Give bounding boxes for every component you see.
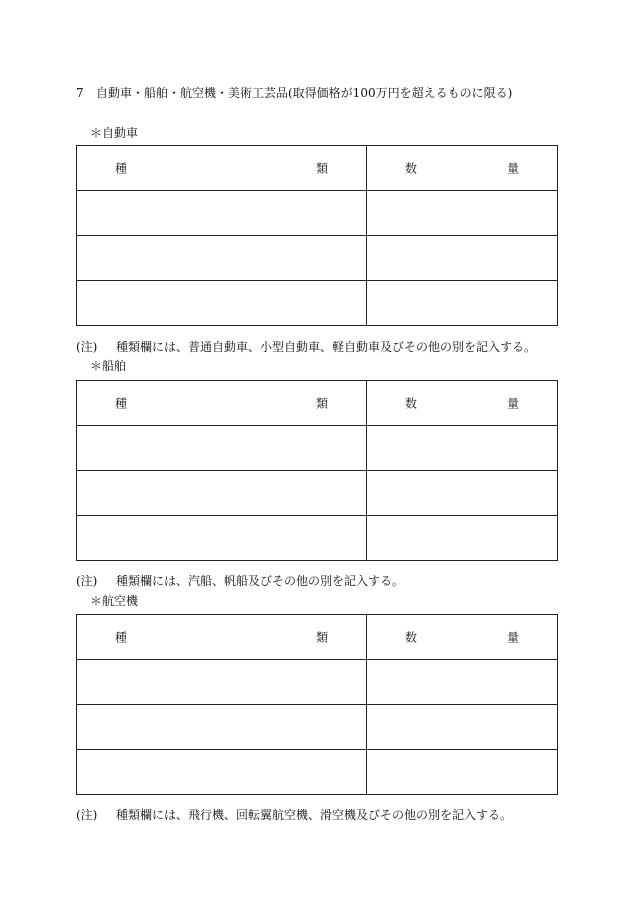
type-header-char-2: 類 [315, 396, 328, 411]
table-row [77, 191, 558, 236]
table-row [77, 516, 558, 561]
table-row [77, 705, 558, 750]
type-header-char-1: 種 [115, 396, 128, 411]
note-mark: (注) [76, 808, 98, 822]
type-header-char-1: 種 [115, 630, 128, 645]
type-cell[interactable] [77, 471, 367, 516]
quantity-cell[interactable] [367, 281, 558, 326]
type-header-char-1: 種 [115, 161, 128, 176]
quantity-header-char-1: 数 [405, 630, 418, 645]
page-heading [76, 84, 512, 101]
table-row [77, 471, 558, 516]
aircraft-table [76, 614, 558, 795]
note-ship [76, 572, 404, 589]
table-row [77, 660, 558, 705]
type-cell[interactable] [77, 236, 367, 281]
note-automobile [76, 338, 536, 355]
note-aircraft [76, 806, 512, 823]
quantity-header-char-2: 量 [506, 161, 519, 176]
quantity-cell[interactable] [367, 426, 558, 471]
quantity-header-char-1: 数 [405, 396, 418, 411]
section-label-ship: ＊船舶 [90, 359, 127, 373]
type-header-cell [77, 381, 367, 426]
quantity-header-char-2: 量 [506, 396, 519, 411]
quantity-cell[interactable] [367, 750, 558, 795]
table-header-row [77, 146, 558, 191]
note-mark: (注) [76, 340, 98, 354]
quantity-header-cell [367, 381, 558, 426]
table-header-row [77, 381, 558, 426]
note-text: 種類欄には、汽船、帆船及びその他の別を記入する。 [116, 574, 405, 588]
section-label-aircraft: ＊航空機 [90, 594, 139, 608]
type-cell[interactable] [77, 191, 367, 236]
type-cell[interactable] [77, 750, 367, 795]
type-cell[interactable] [77, 660, 367, 705]
type-cell[interactable] [77, 426, 367, 471]
table-row [77, 426, 558, 471]
table-row [77, 281, 558, 326]
type-header-char-2: 類 [315, 161, 328, 176]
automobile-table [76, 145, 558, 326]
table-row [77, 236, 558, 281]
quantity-cell[interactable] [367, 516, 558, 561]
quantity-header-char-2: 量 [506, 630, 519, 645]
note-text: 種類欄には、飛行機、回転翼航空機、滑空機及びその他の別を記入する。 [116, 808, 513, 822]
type-cell[interactable] [77, 281, 367, 326]
quantity-header-char-1: 数 [405, 161, 418, 176]
table-row [77, 750, 558, 795]
heading-title: 自動車・船舶・航空機・美術工芸品(取得価格が100万円を超えるものに限る) [96, 86, 513, 100]
quantity-cell[interactable] [367, 471, 558, 516]
section-label-automobile: ＊自動車 [90, 126, 139, 140]
quantity-cell[interactable] [367, 660, 558, 705]
quantity-cell[interactable] [367, 236, 558, 281]
type-cell[interactable] [77, 705, 367, 750]
note-mark: (注) [76, 574, 98, 588]
ship-table [76, 380, 558, 561]
heading-number: 7 [76, 86, 84, 100]
quantity-cell[interactable] [367, 191, 558, 236]
table-header-row [77, 615, 558, 660]
type-header-cell [77, 615, 367, 660]
type-cell[interactable] [77, 516, 367, 561]
quantity-header-cell [367, 146, 558, 191]
quantity-header-cell [367, 615, 558, 660]
type-header-cell [77, 146, 367, 191]
quantity-cell[interactable] [367, 705, 558, 750]
type-header-char-2: 類 [315, 630, 328, 645]
note-text: 種類欄には、普通自動車、小型自動車、軽自動車及びその他の別を記入する。 [116, 340, 537, 354]
